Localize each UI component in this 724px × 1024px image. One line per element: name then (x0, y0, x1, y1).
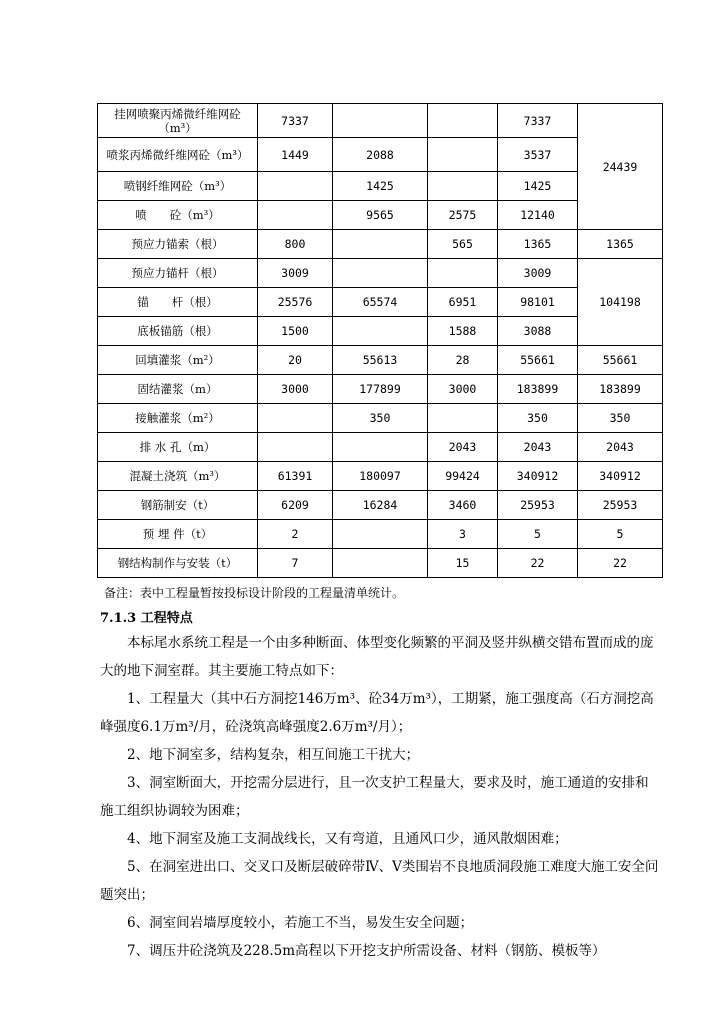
cell-value: 340912 (578, 462, 663, 491)
cell-value: 2043 (578, 433, 663, 462)
cell-value: 1425 (498, 172, 578, 201)
cell-value: 6951 (428, 288, 498, 317)
cell-value (333, 230, 428, 259)
item-name: 混凝土浇筑（m³） (98, 462, 258, 491)
cell-value: 55613 (333, 346, 428, 375)
table-row (98, 104, 663, 138)
cell-value: 1425 (333, 172, 428, 201)
paragraph: 本标尾水系统工程是一个由多种断面、体型变化频繁的平洞及竖井纵横交错布置而成的庞大的地下洞室群。其主要施工特点如下： (100, 635, 654, 679)
cell-value: 565 (428, 230, 498, 259)
cell-value (333, 259, 428, 288)
table-note: 备注：表中工程量暂按投标设计阶段的工程量清单统计。 (104, 586, 405, 600)
item-name: 预应力锚索（根） (98, 230, 258, 259)
table-row (98, 462, 663, 491)
cell-value: 12140 (498, 201, 578, 230)
table-row (98, 549, 663, 578)
cell-value: 2 (258, 520, 333, 549)
cell-value: 15 (428, 549, 498, 578)
cell-value: 9565 (333, 201, 428, 230)
cell-value: 350 (333, 404, 428, 433)
cell-value: 22 (578, 549, 663, 578)
paragraph: 7、调压井砼浇筑及228.5m高程以下开挖支护所需设备、材料（钢筋、模板等） (127, 943, 606, 959)
cell-value: 55661 (578, 346, 663, 375)
cell-value: 25953 (498, 491, 578, 520)
cell-value: 340912 (498, 462, 578, 491)
section-title: 7.1.3 工程特点 (100, 611, 193, 626)
cell-value: 25953 (578, 491, 663, 520)
item-name: 排 水 孔（m） (98, 433, 258, 462)
cell-value (333, 520, 428, 549)
cell-value: 3088 (498, 317, 578, 346)
cell-value: 98101 (498, 288, 578, 317)
cell-value: 350 (498, 404, 578, 433)
cell-value: 3009 (498, 259, 578, 288)
item-name: 喷浆丙烯微纤维网砼（m³） (98, 138, 258, 172)
cell-value: 22 (498, 549, 578, 578)
cell-value: 3009 (258, 259, 333, 288)
cell-value: 7337 (498, 104, 578, 138)
cell-value: 2043 (498, 433, 578, 462)
table-row (98, 433, 663, 462)
item-name: 锚 杆（根） (98, 288, 258, 317)
merged-total-cell: 24439 (578, 104, 663, 230)
item-name: 喷 砼（m³） (98, 201, 258, 230)
table-row (98, 375, 663, 404)
cell-value: 25576 (258, 288, 333, 317)
paragraph: 5、在洞室进出口、交叉口及断层破碎带Ⅳ、Ⅴ类围岩不良地质洞段施工难度大施工安全问题突出； (100, 859, 659, 903)
table-row (98, 230, 663, 259)
cell-value (428, 172, 498, 201)
cell-value: 6209 (258, 491, 333, 520)
cell-value: 3 (428, 520, 498, 549)
cell-value: 5 (498, 520, 578, 549)
paragraph: 3、洞室断面大，开挖需分层进行，且一次支护工程量大，要求及时，施工通道的安排和施工组织协调较为困难； (100, 775, 649, 819)
cell-value (258, 433, 333, 462)
cell-value: 55661 (498, 346, 578, 375)
paragraph: 6、洞室间岩墙厚度较小，若施工不当，易发生安全问题； (127, 915, 474, 931)
cell-value: 3000 (428, 375, 498, 404)
cell-value: 1365 (498, 230, 578, 259)
table-row (98, 491, 663, 520)
cell-value: 1500 (258, 317, 333, 346)
cell-value: 65574 (333, 288, 428, 317)
cell-value (333, 549, 428, 578)
cell-value: 7337 (258, 104, 333, 138)
cell-value: 800 (258, 230, 333, 259)
cell-value: 350 (578, 404, 663, 433)
cell-value: 16284 (333, 491, 428, 520)
cell-value (333, 104, 428, 138)
cell-value: 3460 (428, 491, 498, 520)
cell-value (258, 404, 333, 433)
item-name: 挂网喷聚丙烯微纤维网砼（m³） (98, 104, 258, 138)
cell-value: 2088 (333, 138, 428, 172)
paragraph: 2、地下洞室多，结构复杂，相互间施工干扰大； (127, 747, 420, 763)
cell-value: 180097 (333, 462, 428, 491)
cell-value: 2575 (428, 201, 498, 230)
cell-value: 3000 (258, 375, 333, 404)
item-name: 喷钢纤维网砼（m³） (98, 172, 258, 201)
cell-value: 1449 (258, 138, 333, 172)
item-name: 底板锚筋（根） (98, 317, 258, 346)
cell-value (333, 317, 428, 346)
cell-value: 3537 (498, 138, 578, 172)
item-name: 钢结构制作与安装（t） (98, 549, 258, 578)
paragraph: 4、地下洞室及施工支洞战线长，又有弯道，且通风口少，通风散烟困难； (127, 831, 568, 847)
item-name: 钢筋制安（t） (98, 491, 258, 520)
table-row (98, 346, 663, 375)
table-row (98, 404, 663, 433)
cell-value (333, 433, 428, 462)
cell-value: 28 (428, 346, 498, 375)
cell-value (428, 104, 498, 138)
item-name: 回填灌浆（m²） (98, 346, 258, 375)
cell-value: 99424 (428, 462, 498, 491)
cell-value (258, 201, 333, 230)
cell-value: 20 (258, 346, 333, 375)
merged-total-cell: 104198 (578, 259, 663, 346)
table-row (98, 520, 663, 549)
cell-value: 1365 (578, 230, 663, 259)
cell-value: 177899 (333, 375, 428, 404)
item-name: 预 埋 件（t） (98, 520, 258, 549)
cell-value (428, 138, 498, 172)
item-name: 预应力锚杆（根） (98, 259, 258, 288)
cell-value (428, 404, 498, 433)
cell-value: 183899 (578, 375, 663, 404)
cell-value: 7 (258, 549, 333, 578)
cell-value: 61391 (258, 462, 333, 491)
cell-value: 5 (578, 520, 663, 549)
cell-value (258, 172, 333, 201)
paragraph: 1、工程量大（其中石方洞挖146万m³、砼34万m³），工期紧，施工强度高（石方洞挖高峰强度6.1万m³/月，砼浇筑高峰强度2.6万m³/月）； (100, 691, 654, 735)
item-name: 接触灌浆（m²） (98, 404, 258, 433)
item-name: 固结灌浆（m） (98, 375, 258, 404)
cell-value (428, 259, 498, 288)
cell-value: 2043 (428, 433, 498, 462)
quantity-table (97, 103, 663, 578)
cell-value: 1588 (428, 317, 498, 346)
cell-value: 183899 (498, 375, 578, 404)
table-row (98, 259, 663, 288)
